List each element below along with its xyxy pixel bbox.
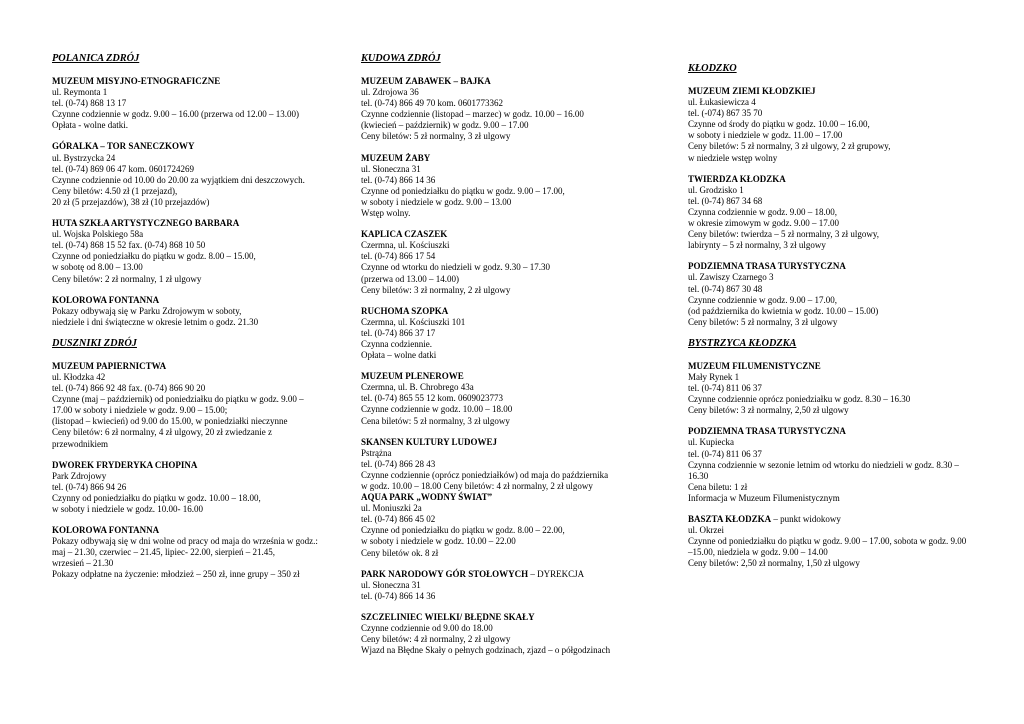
info-line: ul. Wojska Polskiego 58a xyxy=(52,229,144,240)
info-line: Czynne od wtorku do niedzieli w godz. 9.30 – 17.30 xyxy=(361,262,550,273)
town-heading: BYSTRZYCA KŁODZKA xyxy=(688,337,797,349)
info-line: tel. (0-74) 866 14 36 xyxy=(361,590,436,601)
attraction-name xyxy=(52,218,352,229)
attraction-entry xyxy=(688,514,998,569)
info-line: tel. (0-74) 865 55 12 kom. 0609023773 xyxy=(361,393,503,404)
attraction-entry xyxy=(52,141,352,208)
info-line: Mały Rynek 1 xyxy=(688,371,740,382)
info-line: Wstęp wolny. xyxy=(361,208,411,219)
attraction-name xyxy=(688,174,998,185)
attraction-name-text: SZCZELINIEC WIELKI/ BŁĘDNE SKAŁY xyxy=(361,611,535,622)
attraction-name xyxy=(361,492,661,503)
info-line: Czermna, ul. Kościuszki xyxy=(361,240,450,251)
attraction-name-text: KOLOROWA FONTANNA xyxy=(52,294,160,305)
info-line: w soboty i niedziele w godz. 9.00 – 13.00 xyxy=(361,196,512,207)
attraction-entry xyxy=(688,86,998,164)
info-line: Czynne codziennie w godz. 10.00 – 18.00 xyxy=(361,404,513,415)
info-line: Ceny biletów: 5 zł normalny, 3 zł ulgowy xyxy=(361,131,511,142)
column-1 xyxy=(52,53,352,591)
info-line: Czermna, ul. Kościuszki 101 xyxy=(361,316,466,327)
attraction-name xyxy=(52,295,352,306)
attraction-name xyxy=(361,229,661,240)
attraction-name xyxy=(361,76,661,87)
info-line: Czermna, ul. B. Chrobrego 43a xyxy=(361,382,474,393)
info-line: Czynne codziennie od 9.00 do 18.00 xyxy=(361,623,493,634)
info-line: Pstrążna xyxy=(361,447,392,458)
info-line: Informacja w Muzeum Filumenistycznym xyxy=(688,492,840,503)
attraction-name-text: KAPLICA CZASZEK xyxy=(361,229,448,240)
info-line: Czynny od poniedziałku do piątku w godz. 10.00 – 18.00, xyxy=(52,492,261,503)
info-line: Ceny biletów: 3 zł normalny, 2 zł ulgowy xyxy=(361,284,511,295)
town-heading: KUDOWA ZDRÓJ xyxy=(361,53,441,64)
info-line: Opłata - wolne datki. xyxy=(52,120,128,131)
attraction-entry xyxy=(688,426,998,504)
info-line: tel. (0-74) 866 94 26 xyxy=(52,481,127,492)
info-line: w soboty i niedziele w godz. 10.00- 16.00 xyxy=(52,504,203,514)
attraction-name xyxy=(361,569,661,580)
info-line: ul. Zawiszy Czarnego 3 xyxy=(688,272,774,283)
attraction-name-suffix: – DYREKCJA xyxy=(528,568,585,579)
attraction-entry xyxy=(688,174,998,252)
attraction-name-text: MUZEUM PAPIERNICTWA xyxy=(52,360,167,371)
info-line: (listopad – kwiecień) od 9.00 do 15.00, w poniedziałki nieczynne xyxy=(52,416,288,427)
info-line: Czynne od poniedziałku do piątku w godz. 8.00 – 22.00, xyxy=(361,525,565,536)
info-line: Czynne od poniedziałku do piątku w godz. 9.00 – 17.00, sobota w godz. 9.00 xyxy=(688,536,967,547)
attraction-name xyxy=(361,306,661,317)
info-line: tel. (0-74) 811 06 37 xyxy=(688,383,762,394)
attraction-entry xyxy=(52,76,352,131)
attraction-name xyxy=(688,361,998,372)
info-line: Wjazd na Błędne Skały o pełnych godzinach, zjazd – o półgodzinach xyxy=(361,645,611,656)
attraction-entry xyxy=(361,76,661,143)
attraction-name xyxy=(52,525,352,536)
info-line: przewodnikiem xyxy=(52,438,108,449)
info-line: Czynne codziennie w godz. 9.00 – 16.00 (przerwa od 12.00 – 13.00) xyxy=(52,109,299,120)
attraction-entry xyxy=(361,371,661,426)
attraction-entry xyxy=(688,361,998,416)
info-line: tel. (-074) 867 35 70 xyxy=(688,108,763,119)
info-line: Ceny biletów: 3 zł normalny, 2,50 zł ulgowy xyxy=(688,405,849,416)
town-heading: DUSZNIKI ZDRÓJ xyxy=(52,337,137,349)
info-line: (od października do kwietnia w godz. 10.00 – 15.00) xyxy=(688,305,879,316)
info-line: ul. Łukasiewicza 4 xyxy=(688,97,756,108)
info-line: Opłata – wolne datki xyxy=(361,350,437,361)
attraction-name xyxy=(361,371,661,382)
info-line: Ceny biletów: 5 zł normalny, 3 zł ulgowy, 2 zł grupowy, xyxy=(688,141,891,152)
info-line: Ceny biletów: 4.50 zł (1 przejazd), xyxy=(52,185,178,196)
info-line: Ceny biletów: 5 zł normalny, 3 zł ulgowy xyxy=(688,316,838,327)
column-3 xyxy=(688,63,998,579)
info-line: w niedziele wstęp wolny xyxy=(688,152,778,163)
info-line: Czynna codziennie w sezonie letnim od wtorku do niedzieli w godz. 8.30 – xyxy=(688,459,959,470)
attraction-name xyxy=(688,261,998,272)
info-line: ul. Słoneczna 31 xyxy=(361,163,421,174)
info-line: tel. (0-74) 866 17 54 xyxy=(361,251,436,262)
info-line: ul. Kłodzka 42 xyxy=(52,371,106,382)
info-line: ul. Zdrojowa 36 xyxy=(361,87,419,98)
info-line: tel. (0-74) 867 34 68 xyxy=(688,195,763,206)
info-line: Czynna codziennie. xyxy=(361,338,432,349)
info-line: 20 zł (5 przejazdów), 38 zł (10 przejazdów) xyxy=(52,196,210,207)
info-line: Ceny biletów: 4 zł normalny, 2 zł ulgowy xyxy=(361,634,511,645)
info-line: niedziele i dni świąteczne w okresie letnim o godz. 21.30 xyxy=(52,316,259,327)
info-line: w okresie zimowym w godz. 9.00 – 17.00 xyxy=(688,218,839,229)
info-line: w godz. 10.00 – 18.00 Ceny biletów: 4 zł normalny, 2 zł ulgowy xyxy=(361,481,593,491)
attraction-name-text: MUZEUM MISYJNO-ETNOGRAFICZNE xyxy=(52,76,221,86)
attraction-entry xyxy=(361,153,661,220)
attraction-name-text: MUZEUM ŻABY xyxy=(361,152,431,163)
info-line: wrzesień – 21.30 xyxy=(52,558,114,569)
info-line: Pokazy odpłatne na życzenie: młodzież – 250 zł, inne grupy – 350 zł xyxy=(52,569,300,580)
info-line: –15.00, niedziela w godz. 9.00 – 14.00 xyxy=(688,547,828,558)
attraction-entry xyxy=(361,229,661,296)
attraction-name-text: SKANSEN KULTURY LUDOWEJ xyxy=(361,436,498,447)
info-line: tel. (0-74) 866 37 17 xyxy=(361,327,436,338)
info-line: ul. Grodzisko 1 xyxy=(688,184,744,195)
attraction-name-text: MUZEUM PLENEROWE xyxy=(361,371,464,382)
info-line: Ceny biletów: 6 zł normalny, 4 zł ulgowy, 20 zł zwiedzanie z xyxy=(52,427,273,438)
info-line: Czynne codziennie (listopad – marzec) w godz. 10.00 – 16.00 xyxy=(361,109,584,120)
attraction-entry xyxy=(361,492,661,559)
info-line: ul. Bystrzycka 24 xyxy=(52,152,116,163)
info-line: ul. Moniuszki 2a xyxy=(361,503,422,514)
info-line: tel. (0-74) 866 49 70 kom. 0601773362 xyxy=(361,98,503,109)
info-line: (kwiecień – październik) w godz. 9.00 – 17.00 xyxy=(361,120,529,131)
attraction-name-text: AQUA PARK „WODNY ŚWIAT” xyxy=(361,492,493,503)
column-2 xyxy=(361,53,661,666)
info-line: Park Zdrojowy xyxy=(52,470,107,481)
info-line: Czynne codziennie (oprócz poniedziałków) od maja do października xyxy=(361,469,609,480)
attraction-name xyxy=(52,76,352,87)
info-line: 17.00 w soboty i niedziele w godz. 9.00 – 15.00; xyxy=(52,405,228,416)
info-line: labirynty – 5 zł normalny, 3 zł ulgowy xyxy=(688,240,826,251)
attraction-entry xyxy=(52,460,352,515)
info-line: Pokazy odbywają się w dni wolne od pracy od maja do września w godz.: xyxy=(52,536,318,547)
info-line: (przerwa od 13.00 – 14.00) xyxy=(361,273,459,284)
attraction-name xyxy=(361,612,661,623)
info-line: Cena biletów: 5 zł normalny, 3 zł ulgowy xyxy=(361,415,510,426)
attraction-entry xyxy=(52,218,352,285)
attraction-name-text: MUZEUM ZABAWEK – BAJKA xyxy=(361,76,491,86)
attraction-name xyxy=(361,437,661,448)
info-line: tel. (0-74) 868 13 17 xyxy=(52,98,127,109)
attraction-entry xyxy=(52,525,352,580)
attraction-name-text: BASZTA KŁODZKA xyxy=(688,514,772,524)
info-line: maj – 21.30, czerwiec – 21.45, lipiec- 22.00, sierpień – 21.45, xyxy=(52,547,275,558)
info-line: ul. Kupiecka xyxy=(688,437,734,448)
info-line: Ceny biletów ok. 8 zł xyxy=(361,547,439,558)
attraction-name xyxy=(688,86,998,97)
attraction-name xyxy=(52,460,352,471)
attraction-name-text: MUZEUM ZIEMI KŁODZKIEJ xyxy=(688,86,816,96)
info-line: Ceny biletów: twierdza – 5 zł normalny, 3 zł ulgowy, xyxy=(688,229,880,240)
info-line: tel. (0-74) 866 45 02 xyxy=(361,514,436,525)
info-line: w sobotę od 8.00 – 13.00 xyxy=(52,262,143,273)
attraction-name xyxy=(688,426,998,437)
info-line: Czynna codziennie w godz. 9.00 – 18.00, xyxy=(688,206,837,217)
attraction-name-text: TWIERDZA KŁODZKA xyxy=(688,173,786,184)
info-line: tel. (0-74) 868 15 52 fax. (0-74) 868 10 50 xyxy=(52,240,206,251)
attraction-entry xyxy=(52,295,352,328)
info-line: Czynne codziennie oprócz poniedziałku w godz. 8.30 – 16.30 xyxy=(688,394,911,405)
attraction-name-text: HUTA SZKŁA ARTYSTYCZNEGO BARBARA xyxy=(52,218,240,229)
attraction-entry xyxy=(361,569,661,602)
attraction-name xyxy=(361,153,661,164)
info-line: tel. (0-74) 811 06 37 xyxy=(688,448,762,459)
attraction-entry xyxy=(361,306,661,361)
town-heading: KŁODZKO xyxy=(688,63,737,74)
attraction-name xyxy=(52,141,352,152)
attraction-name-text: GÓRALKA – TOR SANECZKOWY xyxy=(52,141,195,152)
info-line: ul. Reymonta 1 xyxy=(52,87,108,98)
town-heading: POLANICA ZDRÓJ xyxy=(52,53,140,64)
attraction-name-text: MUZEUM FILUMENISTYCZNE xyxy=(688,360,821,371)
attraction-name-text: RUCHOMA SZOPKA xyxy=(361,305,449,316)
info-line: Czynne codziennie w godz. 9.00 – 17.00, xyxy=(688,294,837,305)
info-line: 16.30 xyxy=(688,470,709,481)
attraction-name-text: PODZIEMNA TRASA TURYSTYCZNA xyxy=(688,261,846,272)
attraction-entry xyxy=(361,612,661,656)
attraction-name-text: PARK NARODOWY GÓR STOŁOWYCH xyxy=(361,568,529,579)
attraction-name-text: KOLOROWA FONTANNA xyxy=(52,525,160,536)
attraction-name xyxy=(688,514,998,525)
attraction-entry xyxy=(688,261,998,328)
attraction-name-text: DWOREK FRYDERYKA CHOPINA xyxy=(52,459,198,470)
info-line: Cena biletu: 1 zł xyxy=(688,481,748,492)
info-line: Pokazy odbywają się w Parku Zdrojowym w soboty, xyxy=(52,305,242,316)
info-line: w soboty i niedziele w godz. 10.00 – 22.00 xyxy=(361,536,516,547)
info-line: Czynne (maj – październik) od poniedziałku do piątku w godz. 9.00 – xyxy=(52,394,304,405)
info-line: ul. Słoneczna 31 xyxy=(361,579,421,590)
attraction-name xyxy=(52,361,352,372)
info-line: Ceny biletów: 2 zł normalny, 1 zł ulgowy xyxy=(52,273,202,284)
info-line: tel. (0-74) 866 14 36 xyxy=(361,174,436,185)
info-line: w soboty i niedziele w godz. 11.00 – 17.00 xyxy=(688,130,843,141)
info-line: Ceny biletów: 2,50 zł normalny, 1,50 zł ulgowy xyxy=(688,558,860,569)
attraction-entry xyxy=(52,361,352,450)
info-line: tel. (0-74) 869 06 47 kom. 0601724269 xyxy=(52,163,194,174)
info-line: Czynne od poniedziałku do piątku w godz. 9.00 – 17.00, xyxy=(361,185,565,196)
info-line: tel. (0-74) 866 92 48 fax. (0-74) 866 90 20 xyxy=(52,383,206,394)
info-line: Czynne od środy do piątku w godz. 10.00 – 16.00, xyxy=(688,119,870,130)
info-line: Czynne codziennie od 10.00 do 20.00 za wyjątkiem dni deszczowych. xyxy=(52,174,305,185)
attraction-name-text: PODZIEMNA TRASA TURYSTYCZNA xyxy=(688,426,846,437)
info-line: Czynne od poniedziałku do piątku w godz. 8.00 – 15.00, xyxy=(52,251,256,262)
info-line: tel. (0-74) 866 28 43 xyxy=(361,458,436,469)
info-line: ul. Okrzei xyxy=(688,525,724,536)
info-line: tel. (0-74) 867 30 48 xyxy=(688,283,763,294)
attraction-entry xyxy=(361,437,661,492)
attraction-name-suffix: – punkt widokowy xyxy=(771,514,841,524)
